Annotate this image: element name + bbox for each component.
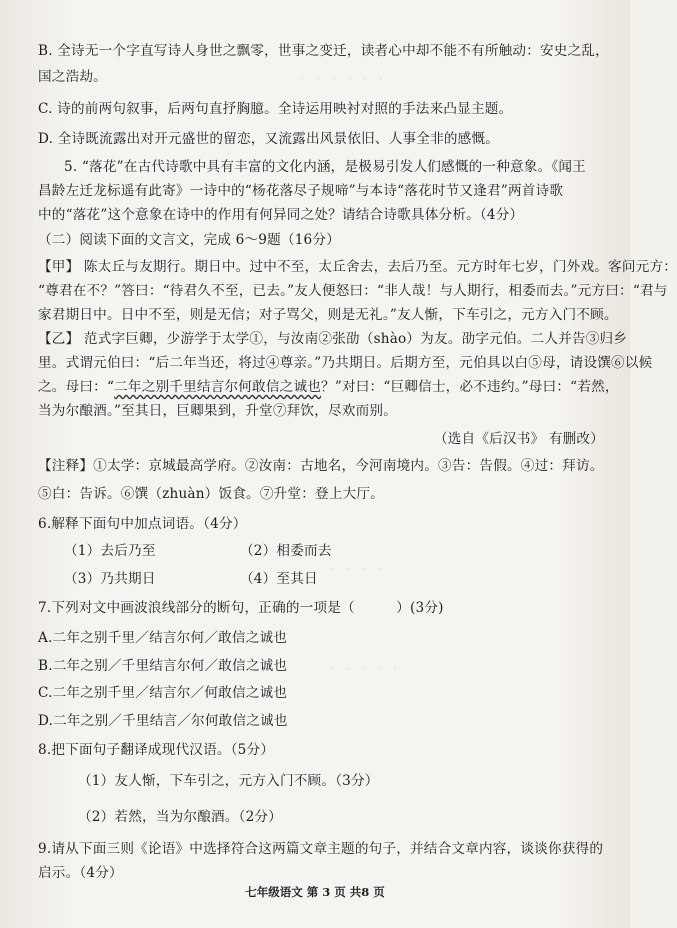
question-5-line2: 昌龄左迁龙标遥有此寄》一诗中的“杨花落尽子规啼”与本诗“落花时节又逢君”两首诗歌 [38,183,564,199]
q7-option-c: C.二年之别千里／结言尔／何敢信之诚也 [38,685,288,701]
bleed-through-text: · · · · [330,562,382,576]
section-heading: （二）阅读下面的文言文，完成 6～9题（16分） [38,232,340,248]
option-c: C. 诗的前两句叙事，后两句直抒胸臆。全诗运用映衬对照的手法来凸显主题。 [38,101,513,117]
notes-line1: 【注释】①太学：京城最高学府。②汝南：古地名，今河南境内。③告：告假。④过：拜访。 [38,458,604,474]
q6-item-2: （2）相委而去 [240,543,332,559]
q6-item-3: （3）乃共期日 [64,571,156,587]
passage-yi-line3 [38,376,619,398]
passage-yi-line4: 当为尔酿酒。”至其日，巨卿果到，升堂⑦拜饮，尽欢而别。 [38,403,397,419]
passage-yi-line3-start: 之。母曰：“ [38,379,115,395]
wavy-underlined-sentence: 二年之别千里结言尔何敢信之诚也 [114,379,322,395]
passage-yi-line3-end: ？”对曰：“巨卿信士，必不违约。”母曰：“若然， [321,379,619,395]
question-9-line1: 9.请从下面三则《论语》中选择符合这两篇文章主题的句子，并结合文章内容，谈谈你获得的 [38,841,604,857]
option-b-line1: B. 全诗无一个字直写诗人身世之飘零，世事之变迁，读者心中却不能不有所触动：安史之乱， [38,43,609,59]
q7-option-d: D.二年之别／千里结言／尔何敢信之诚也 [38,713,288,729]
question-8: 8.把下面句子翻译成现代汉语。（5分） [38,742,275,758]
passage-jia-line1: 【甲】 陈太丘与友期行。期日中。过中不至，太丘舍去，去后乃至。元方时年七岁，门外戏。客问元方： [38,259,677,275]
option-b-line2: 国之浩劫。 [38,69,107,85]
passage-jia-line2: “尊君在不？”答曰：“待君久不至，已去。”友人便怒曰：“非人哉！与人期行，相委而去。”元方曰：“君与 [38,283,668,299]
q8-item-1: （1）友人惭，下车引之，元方入门不顾。（3分） [78,773,379,789]
q6-item-1: （1）去后乃至 [64,543,156,559]
q7-option-b: B.二年之别／千里结言尔何／敢信之诚也 [38,658,288,674]
page-footer: 七年级语文 第 3 页 共8 页 [245,885,385,899]
source-citation: （选自《后汉书》 有删改） [433,431,604,447]
bleed-through-text: · · · · · [330,662,398,676]
question-5-line3: 中的“落花”这个意象在诗中的作用有何异同之处？请结合诗歌具体分析。（4分） [38,207,524,223]
question-5-line1: 5. “落花”在古代诗歌中具有丰富的文化内涵，是极易引发人们感慨的一种意象。《闻王 [64,159,586,175]
notes-line2: ⑤白：告诉。⑥馔（zhuàn）饭食。⑦升堂：登上大厅。 [38,486,384,502]
bleed-through-text: · · · · · · [300,72,383,86]
q6-item-4: （4）至其日 [240,571,318,587]
passage-yi-line1: 【乙】 范式字巨卿，少游学于太学①，与汝南②张劭（shào）为友。劭字元伯。二人并告③归乡 [38,331,628,347]
question-9-line2: 启示。（4分） [38,865,123,881]
q7-option-a: A.二年之别千里／结言尔何／敢信之诚也 [38,630,288,646]
passage-jia-line3: 家君期日中。日中不至，则是无信；对子骂父，则是无礼。”友人惭，下车引之，元方入门不顾。 [38,307,618,323]
question-6: 6.解释下面句中加点词语。（4分） [38,516,247,532]
passage-yi-line2: 里。式谓元伯曰：“后二年当还，将过④尊亲。”乃共期日。后期方至，元伯具以白⑤母，请设馔⑥以候 [38,355,653,371]
option-d: D. 全诗既流露出对开元盛世的留恋，又流露出风景依旧、人事全非的感慨。 [38,131,500,147]
question-7: 7.下列对文中画波浪线部分的断句，正确的一项是（ ）(3分) [38,600,444,616]
q8-item-2: （2）若然，当为尔酿酒。（2分） [78,809,283,825]
